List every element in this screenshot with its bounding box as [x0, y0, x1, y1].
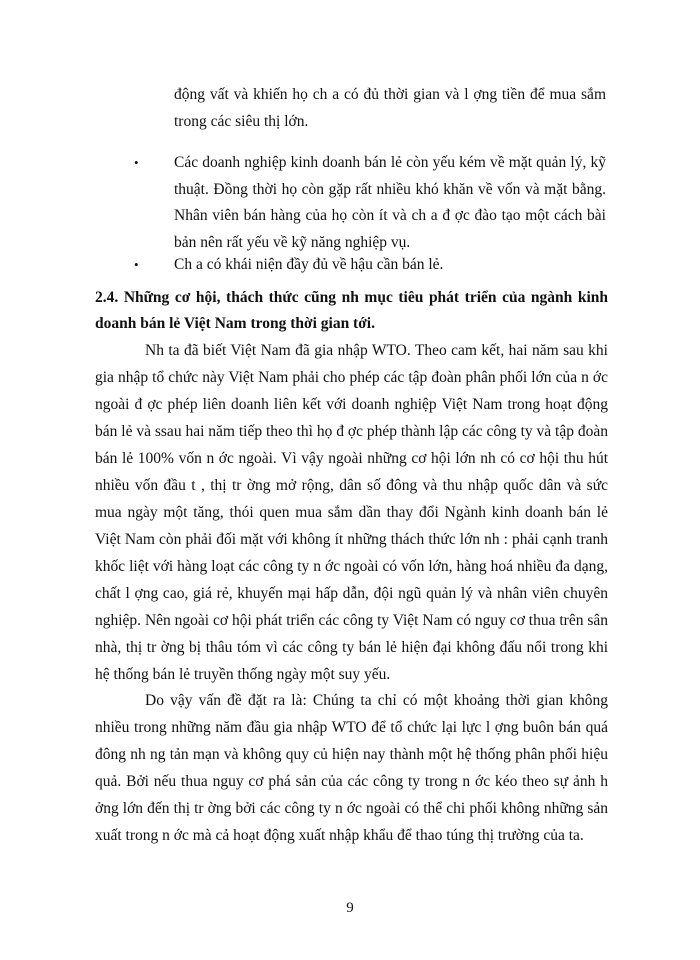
bullet-item [134, 252, 606, 279]
bullet-icon: • [134, 155, 139, 170]
bullet-text: Ch a có khái niện đầy đủ về hậu cần bán lẻ. [174, 256, 444, 273]
bullet-item [134, 150, 606, 256]
body-paragraph: Nh ta đã biết Việt Nam đã gia nhập WTO. Theo cam kết, hai năm sau khi gia nhập tổ chức này Việt Nam phải cho phép các tập đoàn phân phối lớn của n ớc ngoài đ ợc phép liên doanh liên kết với doanh nghiệp Việt Nam trong hoạt động bán lẻ và ssau hai năm tiếp theo thì họ đ ợc phép thành lập các công ty và tập đoàn bán lẻ 100% vốn n ớc ngoài. Vì vậy ngoài những cơ hội lớn nh có cơ hội thu hút nhiều vốn đầu t , thị tr ờng mở rộng, dân số đông và thu nhập quốc dân và sức mua ngày một tăng, thói quen mua sắm dần thay đổi Ngành kinh doanh bán lẻ Việt Nam còn phải đối mặt với không ít những thách thức lớn nh : phải cạnh tranh khốc liệt với hàng loạt các công ty n ớc ngoài có vốn lớn, hàng hoá nhiều đa dạng, chất l ợng cao, giá rẻ, khuyến mại hấp dẫn, đội ngũ quản lý và nhân viên chuyên nghiệp. Nên ngoài cơ hội phát triển các công ty Việt Nam có nguy cơ thua trên sân nhà, thị tr ờng bị thâu tóm vì các công ty bán lẻ hiện đại không đấu nổi trong khi hệ thống bán lẻ truyền thống ngày một suy yếu. [95, 342, 608, 683]
bullet-icon: • [134, 257, 139, 272]
section-heading: 2.4. Những cơ hội, thách thức cũng nh mục tiêu phát triển của ngành kinh doanh bán lẻ Việt Nam trong thời gian tới. [95, 289, 608, 332]
continuation-paragraph: động vất và khiến họ ch a có đủ thời gian và l ợng tiền để mua sắm trong các siêu thị lớn. [174, 86, 606, 130]
body-paragraph: Do vậy vấn đề đặt ra là: Chúng ta chỉ có một khoảng thời gian không nhiều trong những năm đầu gia nhập WTO để tổ chức lại lực l ợng buôn bán quá đông nh ng tản mạn và không quy củ hiện nay thành một hệ thống phân phối hiệu quả. Bởi nếu thua nguy cơ phá sản của các công ty trong n ớc kéo theo sự ảnh h ởng lớn đến thị tr ờng bởi các công ty n ớc ngoài có thể chi phối không những sản xuất trong n ớc mà cả hoạt động xuất nhập khẩu để thao túng thị trường của ta. [95, 692, 608, 844]
page-number: 9 [346, 900, 354, 916]
bullet-text: Các doanh nghiệp kinh doanh bán lẻ còn yếu kém về mặt quản lý, kỹ thuật. Đồng thời họ còn gặp rất nhiều khó khăn về vốn và mặt bằng. Nhân viên bán hàng của họ còn ít và ch a đ ợc đào tạo một cách bài bản nên rất yếu về kỹ năng nghiệp vụ. [174, 154, 606, 251]
